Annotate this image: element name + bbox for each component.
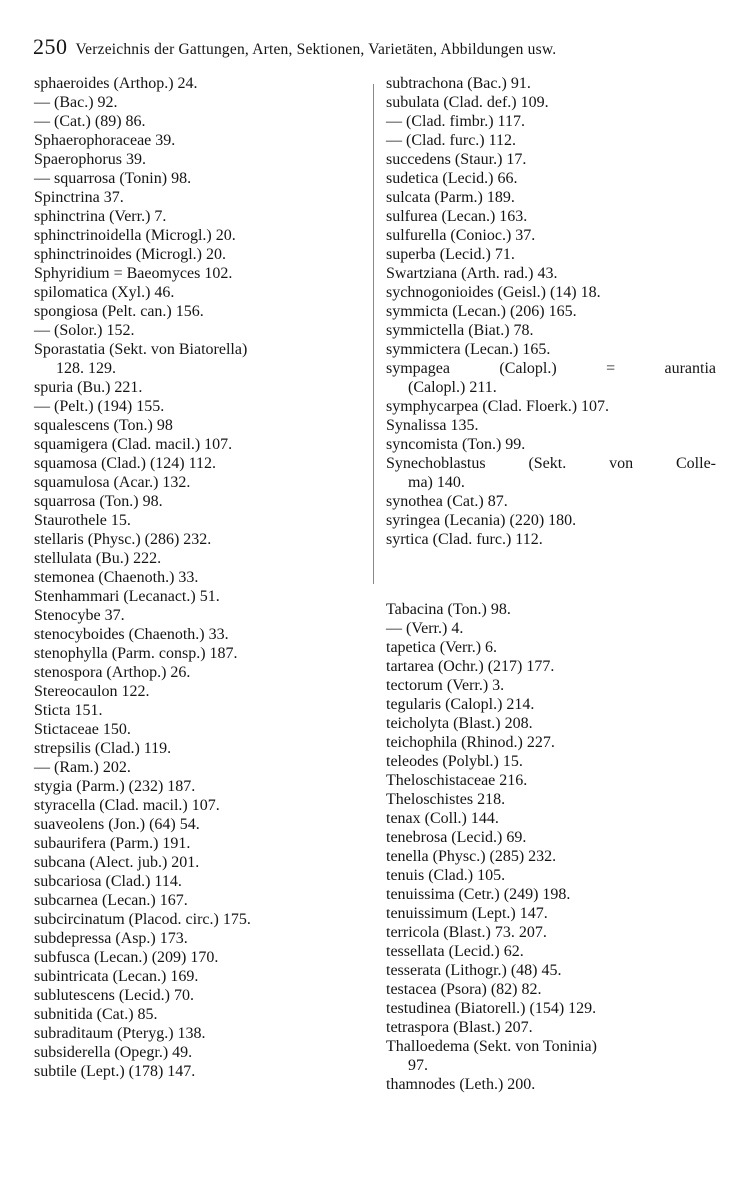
index-entry: Stenhammari (Lecanact.) 51. (34, 588, 220, 605)
index-entry: syncomista (Ton.) 99. (386, 436, 526, 453)
index-entry: tesserata (Lithogr.) (48) 45. (386, 962, 562, 979)
index-entry: tetraspora (Blast.) 207. (386, 1019, 533, 1036)
index-entry: subtile (Lept.) (178) 147. (34, 1063, 196, 1080)
index-entry: thamnodes (Leth.) 200. (386, 1076, 536, 1093)
index-entry: Synalissa 135. (386, 417, 479, 434)
index-entry: teicholyta (Blast.) 208. (386, 715, 533, 732)
index-entry: — (Pelt.) (194) 155. (34, 398, 165, 415)
index-entry: — (Clad. furc.) 112. (386, 132, 517, 149)
index-entry: ma) 140. (408, 474, 465, 491)
index-entry: 128. 129. (56, 360, 116, 377)
index-entry: subsiderella (Opegr.) 49. (34, 1044, 193, 1061)
index-entry: subaurifera (Parm.) 191. (34, 835, 191, 852)
index-entry: tenuis (Clad.) 105. (386, 867, 506, 884)
index-entry: Stenocybe 37. (34, 607, 125, 624)
page-number: 250 (33, 34, 68, 59)
index-entry: spuria (Bu.) 221. (34, 379, 143, 396)
index-entry: — (Solor.) 152. (34, 322, 135, 339)
index-entry: tenebrosa (Lecid.) 69. (386, 829, 527, 846)
index-entry: stenophylla (Parm. consp.) 187. (34, 645, 238, 662)
index-entry: Theloschistaceae 216. (386, 772, 528, 789)
index-entry: sulcata (Parm.) 189. (386, 189, 515, 206)
index-entry: symphycarpea (Clad. Floerk.) 107. (386, 398, 610, 415)
index-entry: stygia (Parm.) (232) 187. (34, 778, 196, 795)
index-entry: subcircinatum (Placod. circ.) 175. (34, 911, 251, 928)
index-entry: testudinea (Biatorell.) (154) 129. (386, 1000, 597, 1017)
index-entry: Thalloedema (Sekt. von Toninia) (386, 1038, 597, 1055)
index-entry: — (Verr.) 4. (386, 620, 464, 637)
index-entry: suaveolens (Jon.) (64) 54. (34, 816, 200, 833)
index-entry: sphinctrinoidella (Microgl.) 20. (34, 227, 236, 244)
index-entry: squalescens (Ton.) 98 (34, 417, 173, 434)
section-gap (386, 549, 716, 600)
index-entry: spilomatica (Xyl.) 46. (34, 284, 175, 301)
index-entry: syrtica (Clad. furc.) 112. (386, 531, 543, 548)
index-entry: symmictera (Lecan.) 165. (386, 341, 551, 358)
index-entry: terricola (Blast.) 73. 207. (386, 924, 547, 941)
index-entry: Sporastatia (Sekt. von Biatorella) (34, 341, 248, 358)
index-entry: stellaris (Physc.) (286) 232. (34, 531, 212, 548)
index-section-s (386, 74, 716, 549)
index-entry: Synechoblastus (Sekt. von Colle- (386, 455, 716, 472)
index-entry: subraditaum (Pteryg.) 138. (34, 1025, 206, 1042)
index-entry: subfusca (Lecan.) (209) 170. (34, 949, 219, 966)
index-entry: Tabacina (Ton.) 98. (386, 601, 511, 618)
index-entry: symmictella (Biat.) 78. (386, 322, 534, 339)
index-entry: squamigera (Clad. macil.) 107. (34, 436, 233, 453)
running-title: Verzeichnis der Gattungen, Arten, Sektionen, Varietäten, Abbildungen usw. (75, 41, 557, 58)
index-entry: styracella (Clad. macil.) 107. (34, 797, 220, 814)
index-entry: teleodes (Polybl.) 15. (386, 753, 523, 770)
index-entry: — squarrosa (Tonin) 98. (34, 170, 192, 187)
index-entry: spongiosa (Pelt. can.) 156. (34, 303, 204, 320)
index-entry: sudetica (Lecid.) 66. (386, 170, 518, 187)
column-divider (373, 84, 374, 584)
index-entry: tegularis (Calopl.) 214. (386, 696, 535, 713)
index-entry: subdepressa (Asp.) 173. (34, 930, 188, 947)
index-section-t (386, 600, 716, 1094)
index-entry: sychnogonioides (Geisl.) (14) 18. (386, 284, 601, 301)
index-entry: tapetica (Verr.) 6. (386, 639, 498, 656)
index-entry: teichophila (Rhinod.) 227. (386, 734, 555, 751)
index-entry: sublutescens (Lecid.) 70. (34, 987, 194, 1004)
index-entry: Stereocaulon 122. (34, 683, 150, 700)
index-entry: subnitida (Cat.) 85. (34, 1006, 158, 1023)
index-entry: subcariosa (Clad.) 114. (34, 873, 182, 890)
index-entry: — (Bac.) 92. (34, 94, 118, 111)
index-entry: strepsilis (Clad.) 119. (34, 740, 172, 757)
index-entry: sympagea (Calopl.) = aurantia (386, 360, 716, 377)
index-entry: stemonea (Chaenoth.) 33. (34, 569, 199, 586)
index-entry: — (Ram.) 202. (34, 759, 131, 776)
index-entry: subcana (Alect. jub.) 201. (34, 854, 200, 871)
index-entry: superba (Lecid.) 71. (386, 246, 515, 263)
index-entry: stellulata (Bu.) 222. (34, 550, 162, 567)
index-entry: tessellata (Lecid.) 62. (386, 943, 524, 960)
index-entry: syringea (Lecania) (220) 180. (386, 512, 577, 529)
index-entry: sphinctrinoides (Microgl.) 20. (34, 246, 226, 263)
index-entry: tenuissimum (Lept.) 147. (386, 905, 548, 922)
index-entry: tenuissima (Cetr.) (249) 198. (386, 886, 571, 903)
index-entry: subintricata (Lecan.) 169. (34, 968, 199, 985)
index-entry: sphinctrina (Verr.) 7. (34, 208, 167, 225)
index-entry: sulfurea (Lecan.) 163. (386, 208, 528, 225)
index-entry: Spinctrina 37. (34, 189, 124, 206)
index-entry: 97. (408, 1057, 428, 1074)
index-entry: Theloschistes 218. (386, 791, 506, 808)
index-entry: Swartziana (Arth. rad.) 43. (386, 265, 558, 282)
index-entry: — (Clad. fimbr.) 117. (386, 113, 525, 130)
index-entry: Staurothele 15. (34, 512, 131, 529)
index-entry: stenocyboides (Chaenoth.) 33. (34, 626, 229, 643)
index-entry: sphaeroides (Arthop.) 24. (34, 75, 198, 92)
index-entry: — (Cat.) (89) 86. (34, 113, 146, 130)
index-entry: squamulosa (Acar.) 132. (34, 474, 191, 491)
index-entry: stenospora (Arthop.) 26. (34, 664, 191, 681)
index-entry: squamosa (Clad.) (124) 112. (34, 455, 217, 472)
index-entry: symmicta (Lecan.) (206) 165. (386, 303, 577, 320)
index-entry: succedens (Staur.) 17. (386, 151, 527, 168)
index-entry: Sphaerophoraceae 39. (34, 132, 176, 149)
index-entry: subcarnea (Lecan.) 167. (34, 892, 188, 909)
index-entry: subtrachona (Bac.) 91. (386, 75, 531, 92)
index-column-right (386, 74, 716, 1094)
index-entry: tenax (Coll.) 144. (386, 810, 499, 827)
index-entry: (Calopl.) 211. (408, 379, 497, 396)
index-entry: synothea (Cat.) 87. (386, 493, 508, 510)
index-entry: subulata (Clad. def.) 109. (386, 94, 549, 111)
index-entry: Sphyridium = Baeomyces 102. (34, 265, 233, 282)
index-entry: squarrosa (Ton.) 98. (34, 493, 163, 510)
index-entry: tectorum (Verr.) 3. (386, 677, 505, 694)
index-entry: Sticta 151. (34, 702, 103, 719)
index-entry: tenella (Physc.) (285) 232. (386, 848, 557, 865)
index-entry: testacea (Psora) (82) 82. (386, 981, 542, 998)
index-entry: tartarea (Ochr.) (217) 177. (386, 658, 555, 675)
index-entry: Spaerophorus 39. (34, 151, 146, 168)
page-header (33, 34, 723, 60)
index-entry: Stictaceae 150. (34, 721, 131, 738)
index-column-left (34, 74, 364, 1081)
index-entry: sulfurella (Conioc.) 37. (386, 227, 536, 244)
